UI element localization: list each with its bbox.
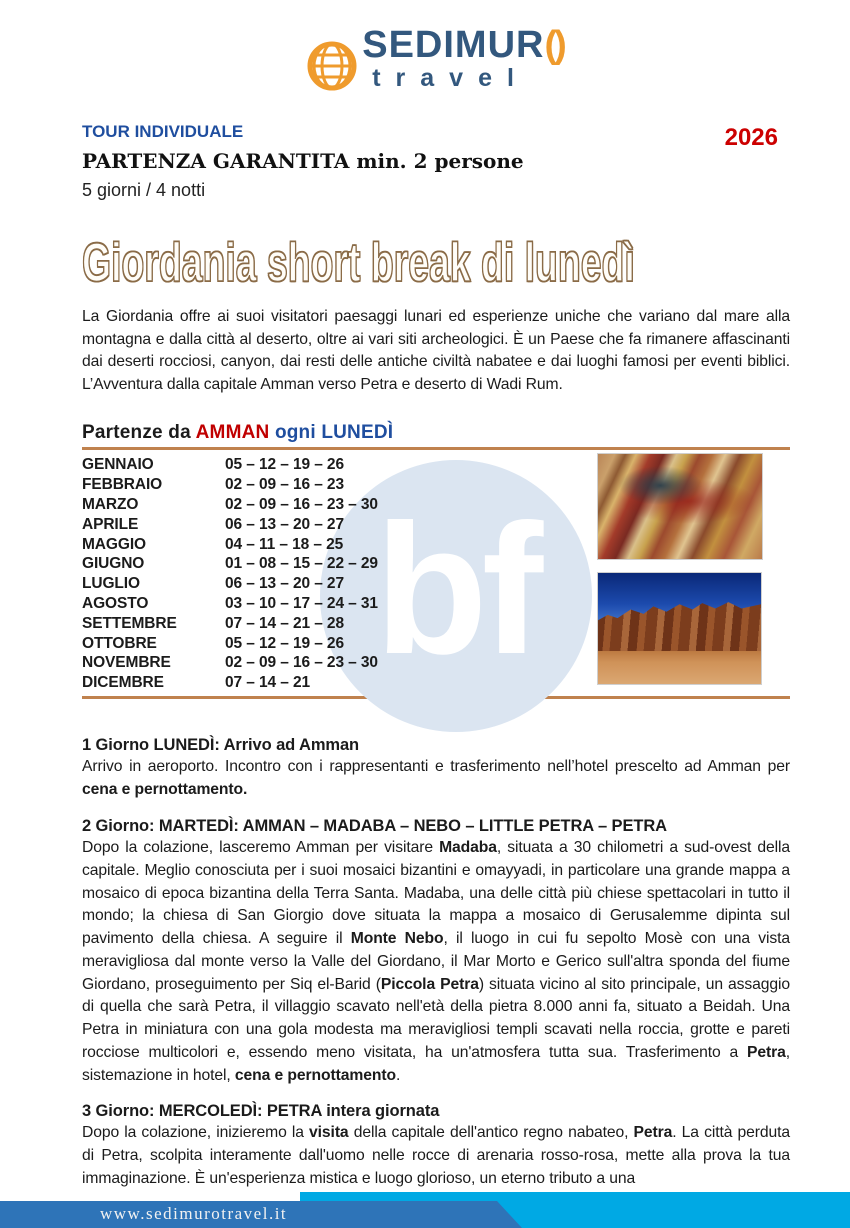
departures-heading: [82, 422, 790, 444]
itinerary-day-3: [82, 1102, 790, 1190]
year-badge: 2026: [724, 124, 778, 151]
text-segment: cena e pernottamento.: [82, 781, 248, 799]
guarantee-label: PARTENZA GARANTITA min. 2 persone: [82, 149, 524, 173]
footer-bar: [0, 1192, 850, 1228]
month-cell: OTTOBRE: [82, 634, 157, 652]
day-2-heading: 2 Giorno: MARTEDÌ: AMMAN – MADABA – NEBO – LITTLE PETRA – PETRA: [82, 816, 667, 835]
duration-label: 5 giorni / 4 notti: [82, 180, 206, 200]
brand-o-mark: (): [544, 24, 564, 66]
photo-desert-cliffs: [597, 572, 762, 685]
text-segment: , sistemazione in hotel,: [82, 1043, 790, 1084]
dates-cell: 07 – 14 – 21 – 28: [225, 614, 344, 632]
brand-text: [362, 26, 564, 91]
month-cell: DICEMBRE: [82, 674, 164, 692]
brand-logo: [10, 26, 850, 104]
month-cell: GIUGNO: [82, 555, 145, 573]
month-cell: AGOSTO: [82, 595, 149, 613]
month-cell: LUGLIO: [82, 575, 140, 593]
text-segment: ogni: [269, 422, 322, 444]
dates-cell: 02 – 09 – 16 – 23 – 30: [225, 654, 378, 672]
text-segment: , il luogo in cui fu sepolto Mosè con una vista meravigliosa dal monte verso la Valle del Giordano, il Mar Morto e Gerico sull'altra sponda del fiume Giordano, proseguimento per Siq el-Barid (: [82, 930, 790, 993]
text-segment: Arrivo in aeroporto. Incontro con i rappresentanti e trasferimento nell’hotel prescelto ad Amman per: [82, 758, 790, 776]
dates-cell: 03 – 10 – 17 – 24 – 31: [225, 595, 378, 613]
month-cell: FEBBRAIO: [82, 476, 163, 494]
dates-cell: 05 – 12 – 19 – 26: [225, 456, 344, 474]
dates-cell: 01 – 08 – 15 – 22 – 29: [225, 555, 378, 573]
dates-cell: 05 – 12 – 19 – 26: [225, 634, 344, 652]
text-segment: ) situata vicino al sito principale, un assaggio di quella che sarà Petra, il villaggio scavato nell'età della pietra 8.000 anni fa, situato a Beidah. Una Petra in miniatura con una gola modesta ma meravigliosi templi scavati nella roccia, grotte e pareti rocciose multicolori e, essendo meno visitata, ha un'atmosfera tutta sua. Trasferimento a: [82, 975, 790, 1061]
itinerary-day-1: [82, 736, 790, 802]
month-cell: GENNAIO: [82, 456, 154, 474]
dates-cell: 06 – 13 – 20 – 27: [225, 515, 344, 533]
footer-website-link[interactable]: www.sedimurotravel.it: [100, 1204, 288, 1223]
text-segment: Dopo la colazione, lasceremo Amman per visitare: [82, 838, 440, 856]
brand-name: [362, 26, 564, 64]
text-segment: Dopo la colazione, inizieremo la: [82, 1124, 310, 1142]
text-segment: Partenze da: [82, 422, 196, 444]
text-segment: . La città perduta di Petra, scolpita interamente dall'uomo nelle rocce di arenaria rosso-rosa, mette alla prova la tua immaginazione. È un'esperienza mistica e luogo glorioso, un eterno tributo a una: [82, 1124, 791, 1187]
departures-section: [82, 450, 790, 693]
day-1-body: [82, 756, 790, 802]
tour-type-label: TOUR INDIVIDUALE: [82, 122, 244, 141]
month-cell: SETTEMBRE: [82, 614, 177, 632]
page-title: Giordania short break di lunedì: [82, 231, 635, 293]
dates-cell: 02 – 09 – 16 – 23 – 30: [225, 496, 378, 514]
itinerary-day-2: [82, 817, 790, 1087]
month-cell: MAGGIO: [82, 535, 146, 553]
day-3-heading: 3 Giorno: MERCOLEDÌ: PETRA intera giornata: [82, 1102, 440, 1121]
day-2-body: [82, 837, 790, 1087]
text-segment: LUNEDÌ: [321, 422, 394, 444]
day-1-heading: 1 Giorno LUNEDÌ: Arrivo ad Amman: [82, 736, 360, 755]
brand-name-text: SEDIMUR: [362, 24, 545, 66]
text-segment: AMMAN: [195, 422, 270, 444]
month-cell: APRILE: [82, 515, 139, 533]
text-segment: cena e pernottamento: [234, 1066, 396, 1084]
dates-cell: 02 – 09 – 16 – 23: [225, 476, 344, 494]
text-segment: , situata a 30 chilometri a sud-ovest della capitale. Meglio conosciuta per i suoi mosaici bizantini e omayyadi, in particolare una grande mappa a mosaico di epoca bizantina della Terra Santa. Madaba, una delle città più chiese spettacolari in tutto il mondo; la chiesa di San Giorgio dove situata la mappa a mosaico di Gerusalemme dipinta sul pavimento della chiesa. A seguire il: [82, 838, 790, 948]
month-cell: NOVEMBRE: [82, 654, 171, 672]
day-3-body: [82, 1122, 790, 1190]
text-segment: .: [395, 1066, 401, 1084]
text-segment: Petra: [746, 1043, 786, 1061]
bf-watermark-text: bf: [374, 486, 538, 693]
text-segment: Petra: [633, 1124, 673, 1142]
intro-paragraph: La Giordania offre ai suoi visitatori paesaggi lunari ed esperienze uniche che variano dal mare alla montagna e dalla città al deserto, oltre ai vari siti archeologici. È un Paese che fa rimanere affascinanti dai deserti rocciosi, canyon, dai resti delle antiche civiltà nabatee e dai luoghi famosi per eventi biblici. L’Avventura dalla capitale Amman verso Petra e deserto di Wadi Rum.: [82, 308, 790, 393]
text-segment: Piccola Petra: [380, 975, 479, 993]
dates-cell: 04 – 11 – 18 – 25: [225, 535, 344, 553]
text-segment: Monte Nebo: [350, 930, 444, 948]
dates-cell: 07 – 14 – 21: [225, 674, 310, 692]
photo-rock-strata: [597, 453, 763, 560]
text-segment: della capitale dell'antico regno nabateo,: [348, 1124, 634, 1142]
text-segment: Madaba: [439, 838, 497, 856]
page: [0, 24, 850, 1223]
dates-cell: 06 – 13 – 20 – 27: [225, 575, 344, 593]
month-cell: MARZO: [82, 496, 139, 514]
text-segment: visita: [309, 1124, 349, 1142]
globe-icon: [306, 40, 358, 92]
brand-subtitle: travel: [372, 64, 529, 92]
